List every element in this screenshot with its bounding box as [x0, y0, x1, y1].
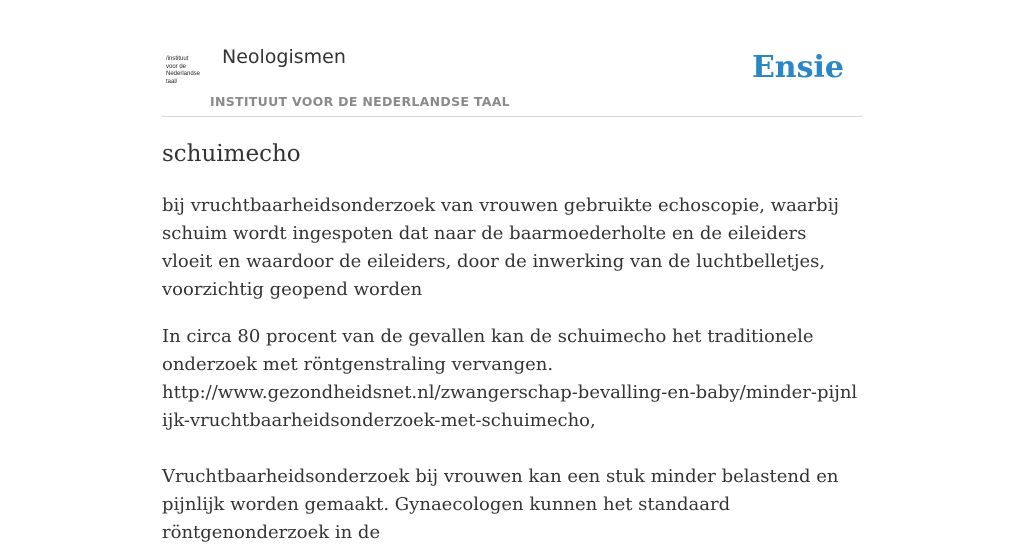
entry-quote-2: Vruchtbaarheidsonderzoek bij vrouwen kan een stuk minder belastend en pijnlijk worden gemaakt. Gynaecologen kunnen het standaard röntgenonderzoek in de — [162, 466, 839, 543]
logo-line: Nederlandse — [166, 71, 201, 77]
entry-quote — [162, 323, 862, 435]
site-header — [162, 40, 862, 117]
entry-content — [162, 138, 862, 547]
site-title[interactable]: Neologismen — [222, 46, 346, 68]
site-subtitle: INSTITUUT VOOR DE NEDERLANDSE TAAL — [210, 94, 510, 109]
entry-definition: bij vruchtbaarheidsonderzoek van vrouwen gebruikte echoscopie, waarbij schuim wordt ingespoten dat naar de baarmoederholte en de eileiders vloeit en waardoor de eileiders, door de inwerking van de luchtbelletjes, voorzichtig geopend worden — [162, 195, 840, 300]
ivdnt-logo[interactable] — [166, 56, 208, 86]
logo-line: /instituut — [166, 56, 189, 62]
entry-term: schuimecho — [162, 141, 301, 167]
ensie-brand-link[interactable]: Ensie — [751, 50, 844, 85]
quote-text: In circa 80 procent van de gevallen kan de schuimecho het traditionele onderzoek met röntgenstraling vervangen. — [162, 326, 814, 375]
logo-line: taal/ — [166, 78, 178, 85]
logo-line: voor de — [166, 63, 187, 70]
quote-source: http://www.gezondheidsnet.nl/zwangerschap-bevalling-en-baby/minder-pijnlijk-vruchtbaarheidsonderzoek-met-schuimecho, — [162, 382, 858, 431]
